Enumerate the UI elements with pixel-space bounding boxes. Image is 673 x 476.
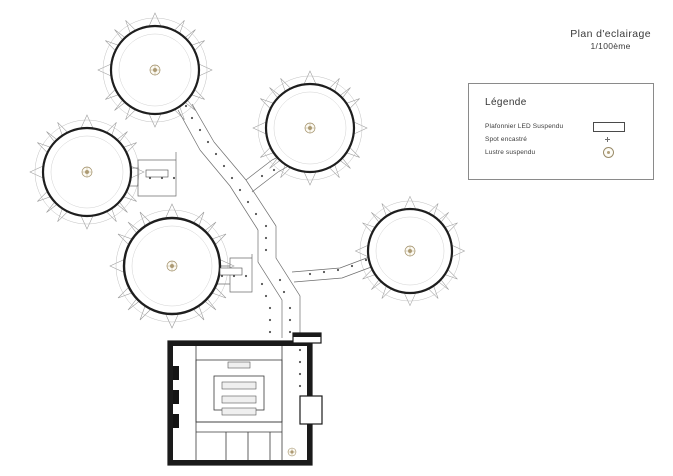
- legend-item-label: Spot encastré: [485, 136, 528, 143]
- rectangle-fixture-icon: [593, 122, 625, 132]
- chandelier-circle-icon: [603, 147, 614, 158]
- legend-symbol: [591, 122, 635, 132]
- legend-symbol: [591, 137, 635, 142]
- main-building: [168, 333, 322, 465]
- plan-title: Plan d'eclairage: [570, 28, 651, 40]
- legend-item: [485, 147, 645, 158]
- legend-item-label: Lustre suspendu: [485, 149, 536, 156]
- legend-item: [485, 134, 645, 145]
- legend-box: [468, 83, 654, 180]
- legend-items: [485, 121, 645, 160]
- legend-heading: Légende: [485, 97, 527, 108]
- legend-item: [485, 121, 645, 132]
- plan-scale: 1/100ème: [590, 41, 631, 52]
- legend-symbol: [591, 147, 635, 158]
- spot-star-icon: [605, 137, 610, 142]
- title-block: [570, 28, 651, 52]
- legend-item-label: Plafonnier LED Suspendu: [485, 123, 564, 130]
